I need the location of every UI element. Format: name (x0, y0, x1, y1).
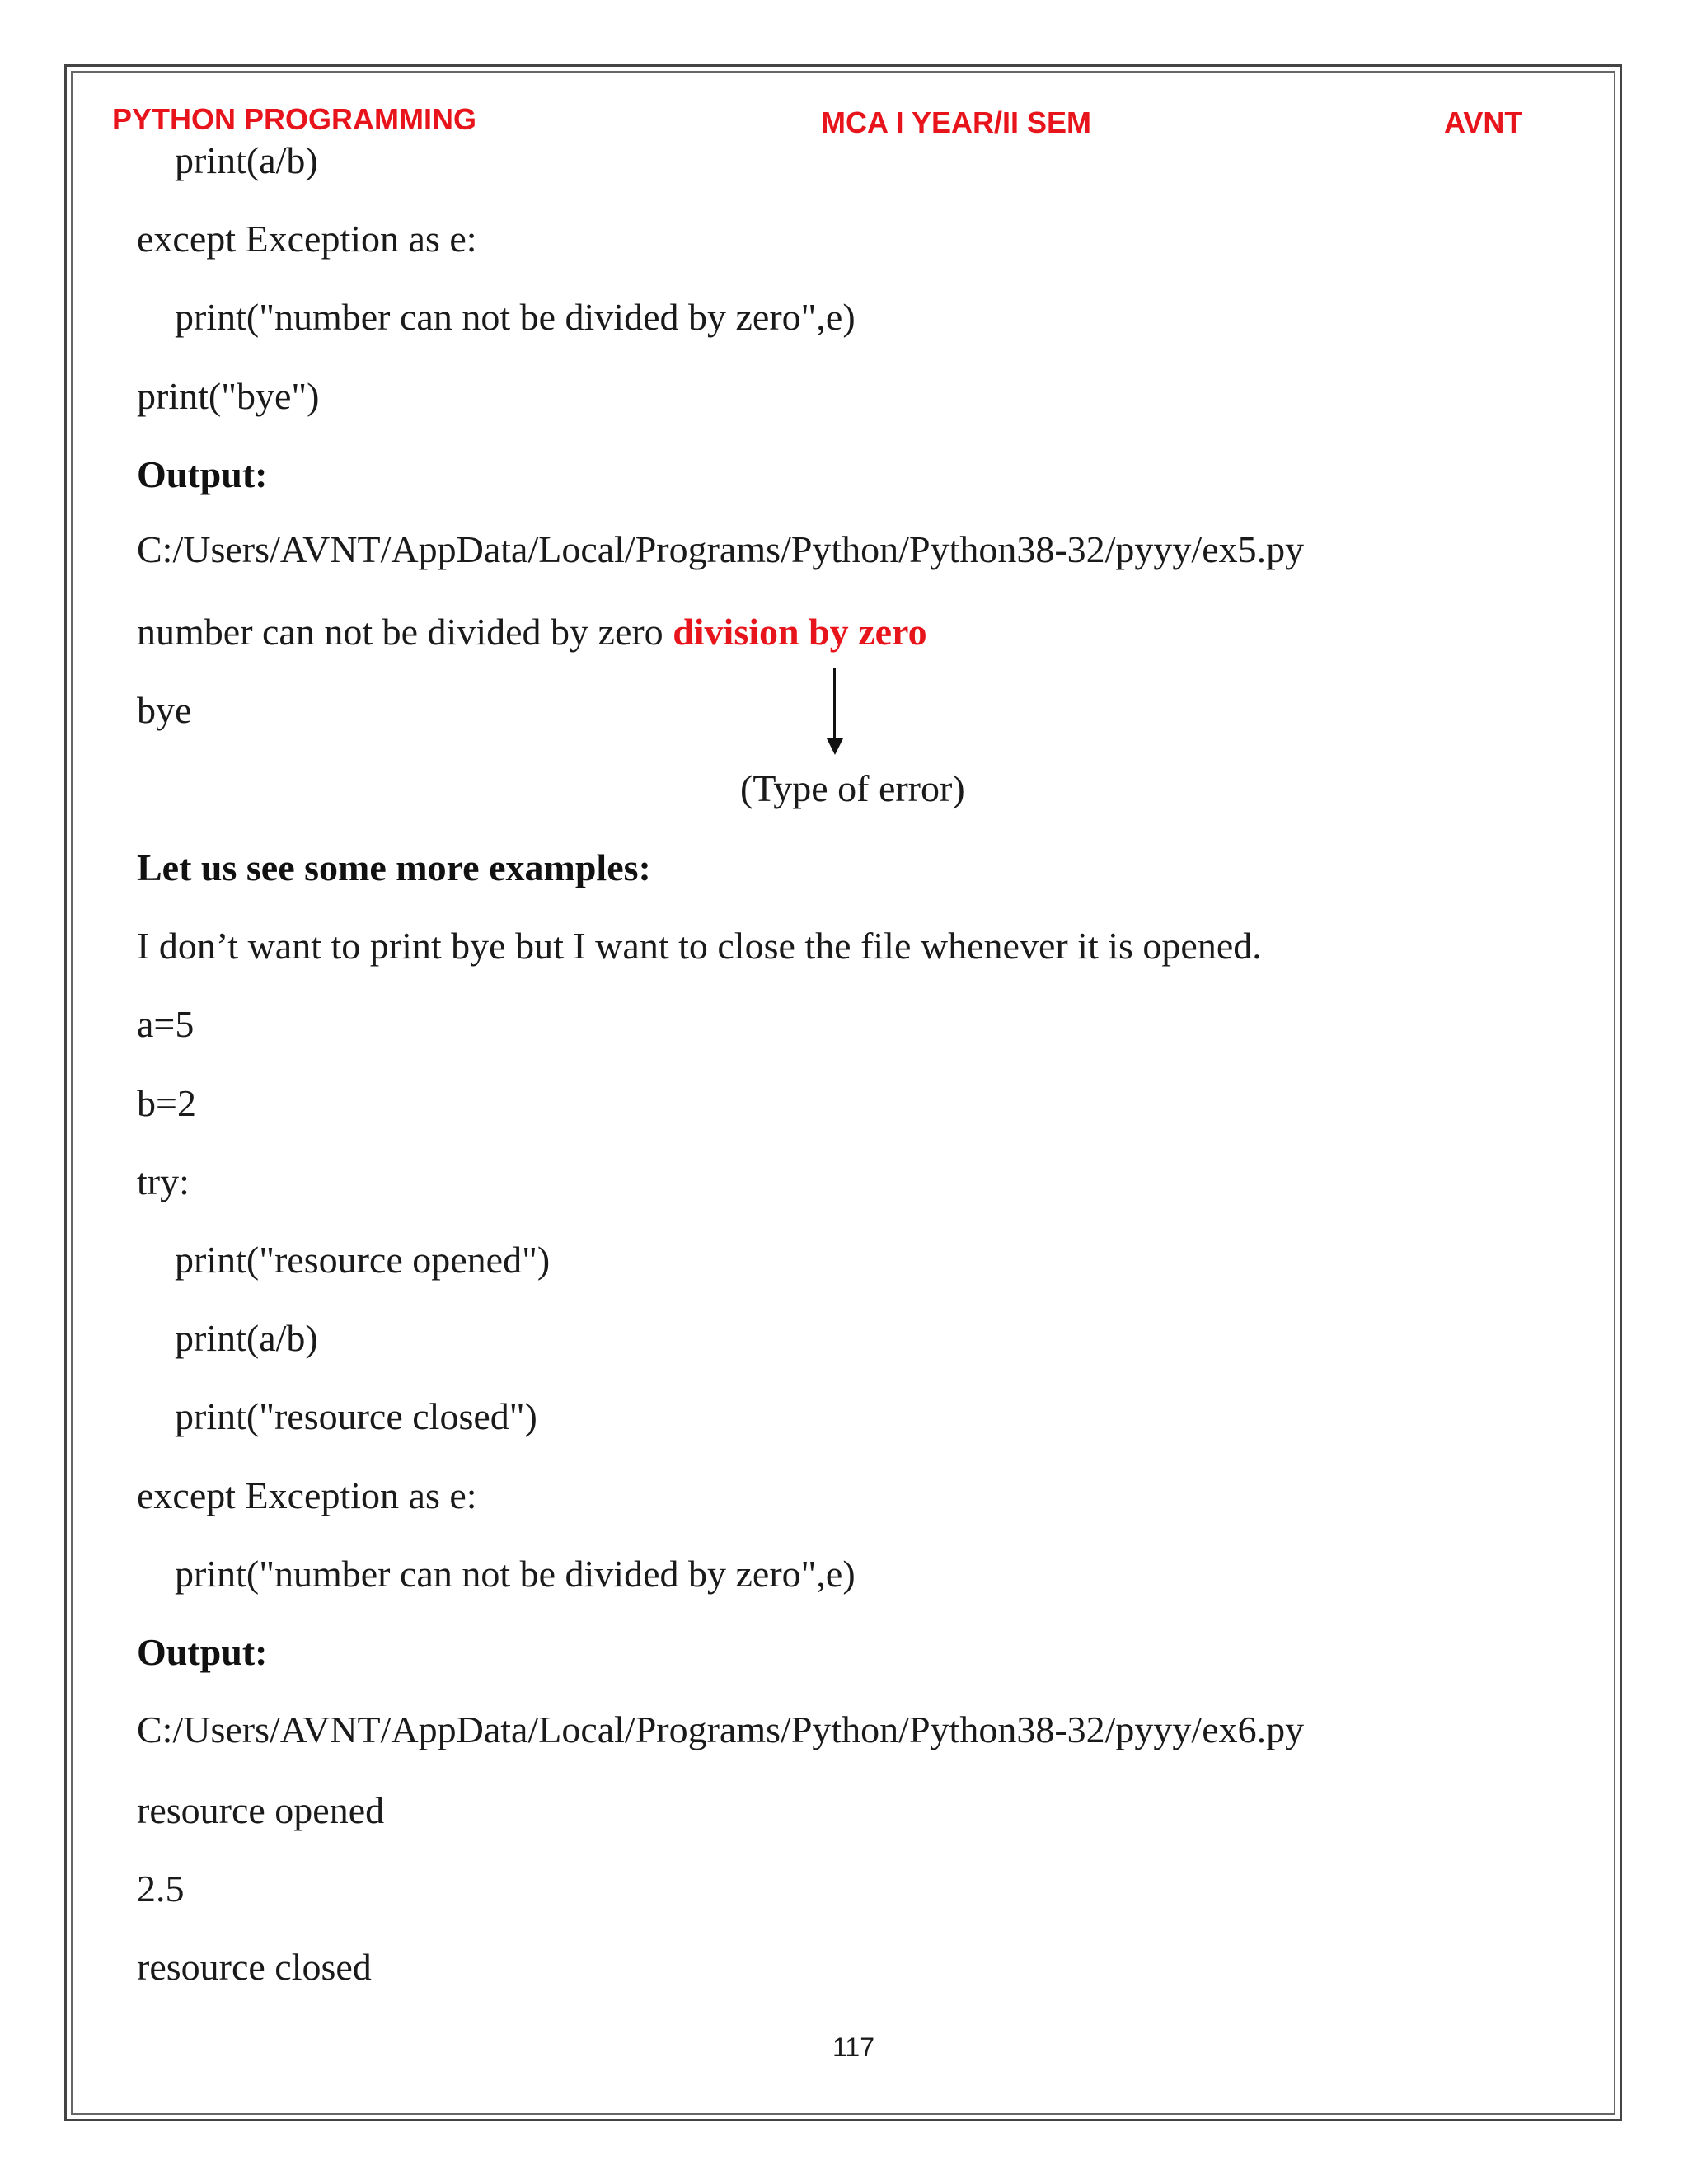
output1-message-line (137, 610, 927, 654)
output1-message: number can not be divided by zero (137, 611, 663, 653)
header-subject: PYTHON PROGRAMMING (112, 102, 477, 136)
output2-path: C:/Users/AVNT/AppData/Local/Programs/Python/Python38-32/pyyy/ex6.py (137, 1708, 1305, 1750)
output1-bye: bye (137, 689, 192, 731)
code2-line5: print(a/b) (175, 1317, 318, 1359)
code2-line4: print("resource opened") (175, 1239, 551, 1281)
output1-error-type: division by zero (673, 611, 927, 653)
code2-line3: try: (137, 1160, 190, 1202)
output2-line3: resource closed (137, 1946, 372, 1988)
code1-line1: print(a/b) (175, 139, 318, 181)
output1-heading: Output: (137, 453, 268, 495)
error-arrow-shaft (833, 668, 836, 740)
error-arrow-head (827, 738, 843, 755)
header-author: AVNT (1444, 105, 1523, 139)
output2-heading: Output: (137, 1631, 268, 1673)
code2-line1: a=5 (137, 1003, 195, 1045)
code2-line7: except Exception as e: (137, 1474, 477, 1516)
output2-line1: resource opened (137, 1789, 385, 1831)
code2-line2: b=2 (137, 1082, 196, 1124)
code1-line4: print("bye") (137, 375, 320, 417)
code2-line6: print("resource closed") (175, 1395, 537, 1437)
header-course: MCA I YEAR/II SEM (821, 105, 1092, 139)
examples-heading: Let us see some more examples: (137, 846, 651, 888)
code1-line3: print("number can not be divided by zero",e) (175, 296, 856, 338)
output1-path: C:/Users/AVNT/AppData/Local/Programs/Python/Python38-32/pyyy/ex5.py (137, 528, 1305, 570)
code1-line2: except Exception as e: (137, 218, 477, 260)
page-number: 117 (832, 2032, 875, 2062)
code2-line8: print("number can not be divided by zero",e) (175, 1553, 856, 1595)
examples-intro: I don’t want to print bye but I want to close the file whenever it is opened. (137, 925, 1262, 967)
output2-line2: 2.5 (137, 1868, 185, 1910)
error-annotation: (Type of error) (740, 767, 965, 809)
